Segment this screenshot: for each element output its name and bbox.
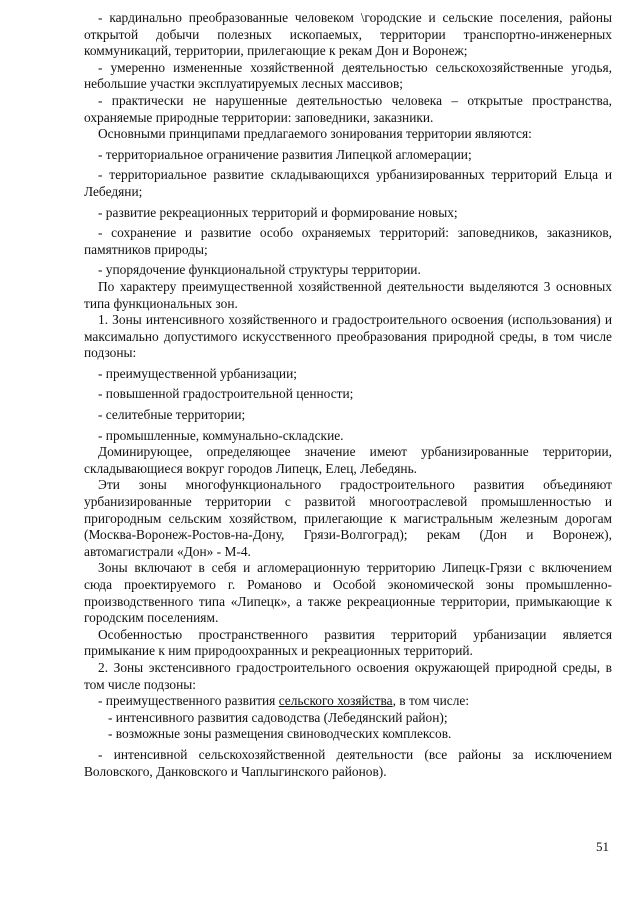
paragraph-multifunctional: Эти зоны многофункционального градостроительного развития объединяют урбанизированные территории с развитой многоотраслевой промышленностью и пригородным сельским хозяйством, прилегающие к магистральным железным дорогам (Москва-Воронеж-Ростов-на-Дону, Грязи-Волгоград); рекам (Дон и Воронеж), автомагистрали «Дон» - М-4. (84, 477, 612, 559)
paragraph-lipetsk-gryazi: Зоны включают в себя и агломерационную территорию Липецк-Грязи с включением сюда проектируемого г. Романово и Особой экономической зоны промышленно-производственного типа «Липецк», а также рекреационные территории, примыкающие к городским поселениям. (84, 560, 612, 626)
paragraph-moderately-changed: - умеренно измененные хозяйственной деятельностью сельскохозяйственные угодья, небольшие участки эксплуатируемых лесных массивов; (84, 59, 612, 92)
agriculture-suffix: , в том числе: (392, 693, 470, 709)
agriculture-prefix: - преимущественного развития (98, 693, 279, 709)
paragraph-zone-1: 1. Зоны интенсивного хозяйственного и градостроительного освоения (использования) и максимально допустимого искусственного преобразования природной среды, в том числе подзоны: (84, 312, 612, 361)
list-item-functional-structure: - упорядочение функциональной структуры территории. (98, 262, 421, 278)
paragraph-three-zone-types: По характеру преимущественной хозяйственной деятельности выделяются 3 основных типа функциональных зон. (84, 278, 612, 311)
paragraph-principles-intro: Основными принципами предлагаемого зонирования территории являются: (98, 126, 532, 142)
paragraph-undisturbed: - практически не нарушенные деятельностью человека – открытые пространства, охраняемые природные территории: заповедники, заказники. (84, 92, 612, 125)
list-item-yelets-lebedyan: - территориальное развитие складывающихся урбанизированных территорий Ельца и Лебедяни; (84, 167, 612, 199)
agriculture-underlined: сельского хозяйства (278, 693, 393, 709)
paragraph-zone-2: 2. Зоны экстенсивного градостроительного освоения окружающей природной среды, в том числе подзоны: (84, 659, 612, 692)
list-item-urbanization: - преимущественной урбанизации; (98, 365, 297, 381)
sub-item-pig-farms: - возможные зоны размещения свиноводческих комплексов. (108, 726, 452, 742)
page-number: 51 (596, 839, 609, 854)
paragraph-dominant: Доминирующее, определяющее значение имеют урбанизированные территории, складывающиеся вокруг городов Липецк, Елец, Лебедянь. (84, 444, 612, 476)
list-item-protected-areas: - сохранение и развитие особо охраняемых территорий: заповедников, заказников, памятников природы; (84, 225, 612, 257)
list-item-industrial: - промышленные, коммунально-складские. (98, 427, 344, 443)
list-item-urban-value: - повышенной градостроительной ценности; (98, 386, 354, 402)
sub-item-gardening: - интенсивного развития садоводства (Лебедянский район); (108, 709, 448, 725)
list-item-agglomeration-limit: - территориальное ограничение развития Липецкой агломерации; (98, 146, 472, 162)
list-item-agriculture (84, 693, 612, 710)
paragraph-spatial-features: Особенностью пространственного развития территорий урбанизации является примыкание к ним природоохранных и рекреационных территорий. (84, 626, 612, 659)
list-item-residential: - селитебные территории; (98, 407, 246, 423)
document-page (84, 10, 612, 780)
list-item-recreation: - развитие рекреационных территорий и формирование новых; (98, 204, 458, 220)
list-item-intensive-agriculture: - интенсивной сельскохозяйственной деятельности (все районы за исключением Воловского, Данковского и Чаплыгинского районов). (84, 746, 612, 779)
paragraph-transformed-areas: - кардинально преобразованные человеком \городские и сельские поселения, районы открытой добычи полезных ископаемых, территории транспортно-инженерных коммуникаций, территории, прилегающие к рекам Дон и Воронеж; (84, 10, 612, 59)
